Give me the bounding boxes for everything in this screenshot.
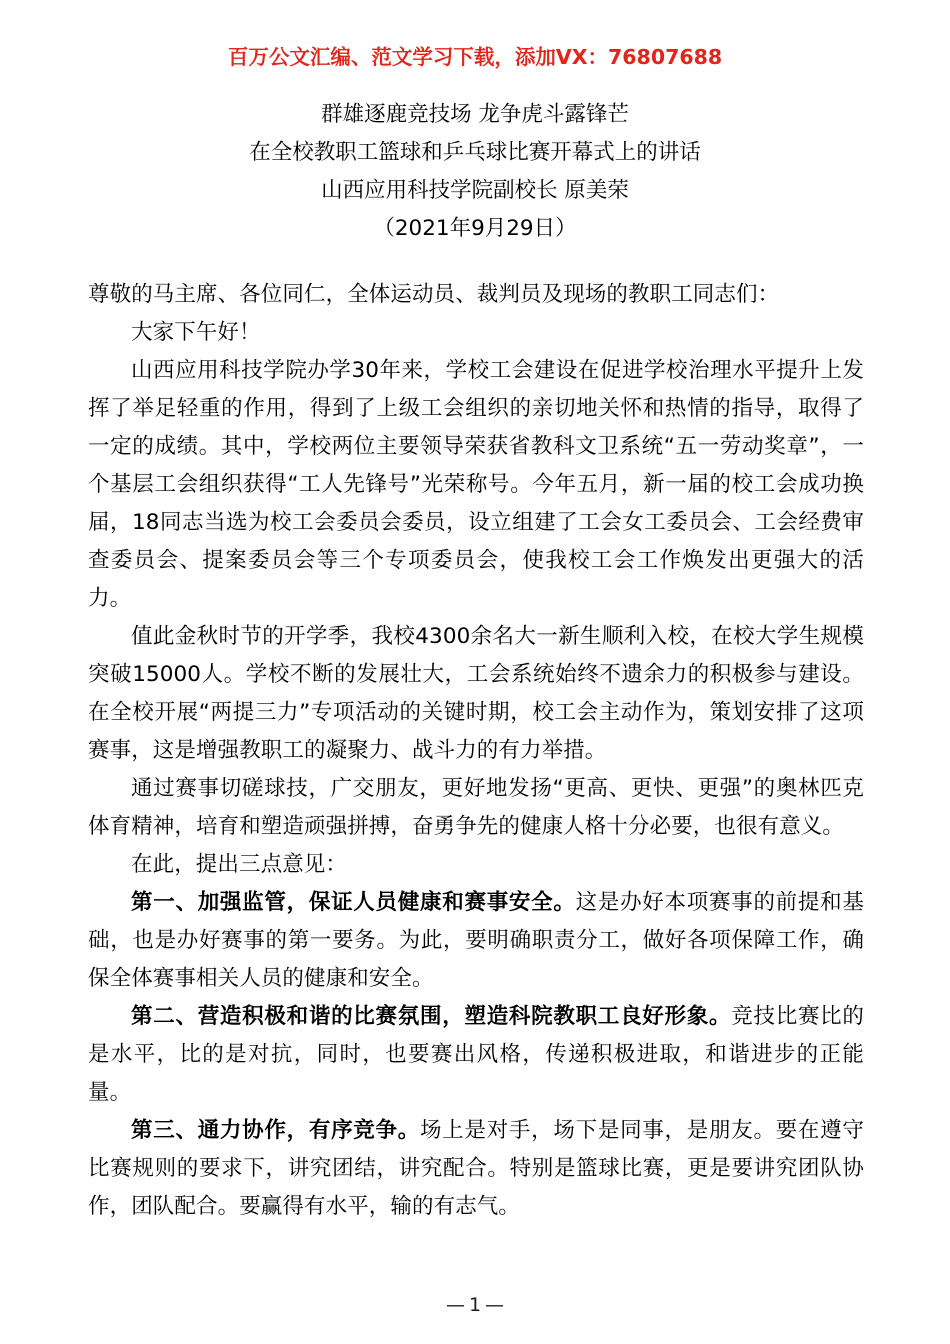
footer-page-number: 1 (468, 1294, 482, 1316)
paragraph-text-run: 尊敬的马主席、各位同仁，全体运动员、裁判员及现场的教职工同志们： (88, 282, 780, 307)
paragraph-text-run: 竞技比赛比的是水平，比的是对抗，同时，也要赛出风格，传递积极进取，和谐进步的正能量。 (88, 1004, 865, 1105)
paragraph-text-run: 在此，提出三点意见： (131, 852, 348, 877)
body-paragraph (88, 998, 864, 1112)
footer-dash-right: — (485, 1294, 505, 1316)
body-paragraph (88, 846, 864, 884)
paragraph-text-run: 这是办好本项赛事的前提和基础，也是办好赛事的第一要务。为此，要明确职责分工，做好各项保障工作，确保全体赛事相关人员的健康和安全。 (88, 890, 864, 991)
body-paragraph (88, 276, 864, 314)
paragraph-text-run: 值此金秋时节的开学季，我校4300余名大一新生顺利入校，在校大学生规模突破15000人。学校不断的发展壮大，工会系统始终不遗余力的积极参与建设。在全校开展“两提三力”专项活动的关键时期，校工会主动作为，策划安排了这项赛事，这是增强教职工的凝聚力、战斗力的有力举措。 (88, 624, 864, 763)
body-paragraph (88, 618, 864, 770)
body-paragraph (88, 884, 864, 998)
paragraph-text-run: 大家下午好！ (131, 320, 261, 345)
paragraph-text-run: 通过赛事切磋球技，广交朋友，更好地发扬“更高、更快、更强”的奥林匹克体育精神，培育和塑造顽强拼搏，奋勇争先的健康人格十分必要，也很有意义。 (88, 776, 864, 839)
body-paragraph (88, 770, 864, 846)
page-footer (0, 1292, 950, 1318)
paragraph-heading-run: 第一、加强监管，保证人员健康和赛事安全。 (131, 890, 576, 915)
document-title-block (0, 96, 950, 248)
paragraph-text-run: 山西应用科技学院办学30年来，学校工会建设在促进学校治理水平提升上发挥了举足轻重的作用，得到了上级工会组织的亲切地关怀和热情的指导，取得了一定的成绩。其中，学校两位主要领导荣获省教科文卫系统“五一劳动奖章”，一个基层工会组织获得“工人先锋号”光荣称号。今年五月，新一届的校工会成功换届，18同志当选为校工会委员会委员，设立组建了工会女工委员会、工会经费审查委员会、提案委员会等三个专项委员会，使我校工会工作焕发出更强大的活力。 (88, 358, 864, 611)
title-line-date: （2021年9月29日） (373, 216, 577, 241)
paragraph-heading-run: 第二、营造积极和谐的比赛氛围，塑造科院教职工良好形象。 (131, 1004, 732, 1029)
paragraph-heading-run: 第三、通力协作，有序竞争。 (131, 1118, 420, 1143)
promo-watermark-text: 百万公文汇编、范文学习下载，添加VX：76807688 (227, 45, 723, 69)
title-line-main: 群雄逐鹿竞技场 龙争虎斗露锋芒 (321, 102, 629, 127)
paragraph-text-run: 场上是对手，场下是同事，是朋友。要在遵守比赛规则的要求下，讲究团结，讲究配合。特别是篮球比赛，更是要讲究团队协作，团队配合。要赢得有水平，输的有志气。 (88, 1118, 864, 1219)
title-line-speaker: 山西应用科技学院副校长 原美荣 (321, 178, 629, 203)
body-paragraph (88, 352, 864, 618)
body-paragraph (88, 314, 864, 352)
title-line-subject: 在全校教职工篮球和乒乓球比赛开幕式上的讲话 (249, 140, 701, 165)
body-paragraph (88, 1112, 864, 1226)
document-body (88, 276, 864, 1226)
footer-dash-left: — (445, 1294, 465, 1316)
